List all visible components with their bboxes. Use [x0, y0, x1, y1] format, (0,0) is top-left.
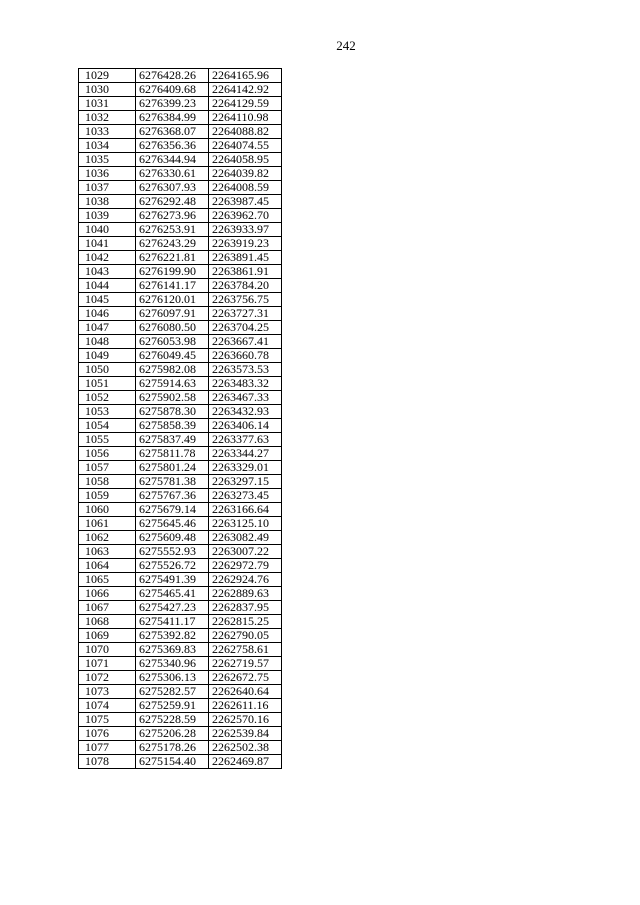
table-row — [79, 615, 282, 629]
y-coordinate-cell: 2264165.96 — [209, 69, 282, 83]
y-coordinate-cell: 2262972.79 — [209, 559, 282, 573]
x-coordinate-cell: 6275154.40 — [136, 755, 209, 769]
x-coordinate-cell: 6276409.68 — [136, 83, 209, 97]
table-row — [79, 517, 282, 531]
point-number-cell: 1064 — [79, 559, 136, 573]
y-coordinate-cell: 2262539.84 — [209, 727, 282, 741]
table-row — [79, 251, 282, 265]
table-row — [79, 223, 282, 237]
x-coordinate-cell: 6276243.29 — [136, 237, 209, 251]
table-row — [79, 125, 282, 139]
x-coordinate-cell: 6276356.36 — [136, 139, 209, 153]
x-coordinate-cell: 6276053.98 — [136, 335, 209, 349]
table-row — [79, 447, 282, 461]
table-row — [79, 377, 282, 391]
y-coordinate-cell: 2263784.20 — [209, 279, 282, 293]
x-coordinate-cell: 6275767.36 — [136, 489, 209, 503]
point-number-cell: 1067 — [79, 601, 136, 615]
point-number-cell: 1078 — [79, 755, 136, 769]
x-coordinate-cell: 6275552.93 — [136, 545, 209, 559]
table-row — [79, 657, 282, 671]
point-number-cell: 1076 — [79, 727, 136, 741]
point-number-cell: 1073 — [79, 685, 136, 699]
y-coordinate-cell: 2262611.16 — [209, 699, 282, 713]
y-coordinate-cell: 2262815.25 — [209, 615, 282, 629]
point-number-cell: 1039 — [79, 209, 136, 223]
table-row — [79, 545, 282, 559]
x-coordinate-cell: 6276273.96 — [136, 209, 209, 223]
point-number-cell: 1053 — [79, 405, 136, 419]
table-row — [79, 699, 282, 713]
point-number-cell: 1051 — [79, 377, 136, 391]
y-coordinate-cell: 2264058.95 — [209, 153, 282, 167]
table-row — [79, 559, 282, 573]
table-row — [79, 755, 282, 769]
y-coordinate-cell: 2262837.95 — [209, 601, 282, 615]
y-coordinate-cell: 2264088.82 — [209, 125, 282, 139]
point-number-cell: 1043 — [79, 265, 136, 279]
table-row — [79, 237, 282, 251]
y-coordinate-cell: 2263467.33 — [209, 391, 282, 405]
point-number-cell: 1048 — [79, 335, 136, 349]
point-number-cell: 1036 — [79, 167, 136, 181]
point-number-cell: 1038 — [79, 195, 136, 209]
y-coordinate-cell: 2263667.41 — [209, 335, 282, 349]
table-row — [79, 167, 282, 181]
table-row — [79, 475, 282, 489]
x-coordinate-cell: 6276428.26 — [136, 69, 209, 83]
y-coordinate-cell: 2263756.75 — [209, 293, 282, 307]
x-coordinate-cell: 6276120.01 — [136, 293, 209, 307]
y-coordinate-cell: 2263166.64 — [209, 503, 282, 517]
y-coordinate-cell: 2262640.64 — [209, 685, 282, 699]
point-number-cell: 1037 — [79, 181, 136, 195]
x-coordinate-cell: 6275465.41 — [136, 587, 209, 601]
y-coordinate-cell: 2262758.61 — [209, 643, 282, 657]
y-coordinate-cell: 2262924.76 — [209, 573, 282, 587]
y-coordinate-cell: 2262469.87 — [209, 755, 282, 769]
x-coordinate-cell: 6275878.30 — [136, 405, 209, 419]
x-coordinate-cell: 6275491.39 — [136, 573, 209, 587]
table-row — [79, 573, 282, 587]
x-coordinate-cell: 6276141.17 — [136, 279, 209, 293]
table-row — [79, 405, 282, 419]
y-coordinate-cell: 2262719.57 — [209, 657, 282, 671]
y-coordinate-cell: 2262672.75 — [209, 671, 282, 685]
x-coordinate-cell: 6275340.96 — [136, 657, 209, 671]
table-row — [79, 69, 282, 83]
table-row — [79, 587, 282, 601]
point-number-cell: 1059 — [79, 489, 136, 503]
point-number-cell: 1066 — [79, 587, 136, 601]
x-coordinate-cell: 6276330.61 — [136, 167, 209, 181]
x-coordinate-cell: 6275282.57 — [136, 685, 209, 699]
x-coordinate-cell: 6276221.81 — [136, 251, 209, 265]
point-number-cell: 1034 — [79, 139, 136, 153]
x-coordinate-cell: 6275609.48 — [136, 531, 209, 545]
table-row — [79, 349, 282, 363]
x-coordinate-cell: 6275781.38 — [136, 475, 209, 489]
x-coordinate-cell: 6275369.83 — [136, 643, 209, 657]
y-coordinate-cell: 2263727.31 — [209, 307, 282, 321]
x-coordinate-cell: 6275228.59 — [136, 713, 209, 727]
x-coordinate-cell: 6276344.94 — [136, 153, 209, 167]
table-row — [79, 265, 282, 279]
point-number-cell: 1032 — [79, 111, 136, 125]
y-coordinate-cell: 2263962.70 — [209, 209, 282, 223]
y-coordinate-cell: 2263704.25 — [209, 321, 282, 335]
y-coordinate-cell: 2263406.14 — [209, 419, 282, 433]
y-coordinate-cell: 2263297.15 — [209, 475, 282, 489]
point-number-cell: 1044 — [79, 279, 136, 293]
y-coordinate-cell: 2262570.16 — [209, 713, 282, 727]
y-coordinate-cell: 2263082.49 — [209, 531, 282, 545]
x-coordinate-cell: 6276292.48 — [136, 195, 209, 209]
point-number-cell: 1055 — [79, 433, 136, 447]
table-row — [79, 433, 282, 447]
table-row — [79, 279, 282, 293]
point-number-cell: 1046 — [79, 307, 136, 321]
point-number-cell: 1063 — [79, 545, 136, 559]
y-coordinate-cell: 2264074.55 — [209, 139, 282, 153]
x-coordinate-cell: 6275427.23 — [136, 601, 209, 615]
y-coordinate-cell: 2263377.63 — [209, 433, 282, 447]
table-row — [79, 181, 282, 195]
table-row — [79, 335, 282, 349]
y-coordinate-cell: 2263125.10 — [209, 517, 282, 531]
point-number-cell: 1042 — [79, 251, 136, 265]
y-coordinate-cell: 2263007.22 — [209, 545, 282, 559]
point-number-cell: 1065 — [79, 573, 136, 587]
table-row — [79, 139, 282, 153]
table-row — [79, 307, 282, 321]
table-row — [79, 461, 282, 475]
y-coordinate-cell: 2264110.98 — [209, 111, 282, 125]
table-row — [79, 629, 282, 643]
point-number-cell: 1052 — [79, 391, 136, 405]
x-coordinate-cell: 6275914.63 — [136, 377, 209, 391]
y-coordinate-cell: 2263919.23 — [209, 237, 282, 251]
point-number-cell: 1077 — [79, 741, 136, 755]
y-coordinate-cell: 2263432.93 — [209, 405, 282, 419]
page-number: 242 — [336, 38, 356, 53]
y-coordinate-cell: 2263344.27 — [209, 447, 282, 461]
table-row — [79, 111, 282, 125]
x-coordinate-cell: 6275858.39 — [136, 419, 209, 433]
point-number-cell: 1030 — [79, 83, 136, 97]
point-number-cell: 1058 — [79, 475, 136, 489]
table-row — [79, 713, 282, 727]
x-coordinate-cell: 6276253.91 — [136, 223, 209, 237]
point-number-cell: 1062 — [79, 531, 136, 545]
x-coordinate-cell: 6276080.50 — [136, 321, 209, 335]
table-row — [79, 727, 282, 741]
point-number-cell: 1029 — [79, 69, 136, 83]
x-coordinate-cell: 6275178.26 — [136, 741, 209, 755]
point-number-cell: 1031 — [79, 97, 136, 111]
point-number-cell: 1033 — [79, 125, 136, 139]
y-coordinate-cell: 2263660.78 — [209, 349, 282, 363]
x-coordinate-cell: 6275679.14 — [136, 503, 209, 517]
coordinates-table — [78, 68, 282, 769]
x-coordinate-cell: 6275801.24 — [136, 461, 209, 475]
point-number-cell: 1041 — [79, 237, 136, 251]
point-number-cell: 1045 — [79, 293, 136, 307]
point-number-cell: 1069 — [79, 629, 136, 643]
x-coordinate-cell: 6275411.17 — [136, 615, 209, 629]
y-coordinate-cell: 2263987.45 — [209, 195, 282, 209]
x-coordinate-cell: 6275526.72 — [136, 559, 209, 573]
table-row — [79, 83, 282, 97]
x-coordinate-cell: 6276049.45 — [136, 349, 209, 363]
point-number-cell: 1047 — [79, 321, 136, 335]
x-coordinate-cell: 6275306.13 — [136, 671, 209, 685]
y-coordinate-cell: 2263573.53 — [209, 363, 282, 377]
point-number-cell: 1068 — [79, 615, 136, 629]
x-coordinate-cell: 6276199.90 — [136, 265, 209, 279]
y-coordinate-cell: 2263483.32 — [209, 377, 282, 391]
table-row — [79, 97, 282, 111]
point-number-cell: 1050 — [79, 363, 136, 377]
x-coordinate-cell: 6275811.78 — [136, 447, 209, 461]
x-coordinate-cell: 6275982.08 — [136, 363, 209, 377]
y-coordinate-cell: 2262790.05 — [209, 629, 282, 643]
y-coordinate-cell: 2263329.01 — [209, 461, 282, 475]
x-coordinate-cell: 6276384.99 — [136, 111, 209, 125]
point-number-cell: 1072 — [79, 671, 136, 685]
x-coordinate-cell: 6275392.82 — [136, 629, 209, 643]
x-coordinate-cell: 6275259.91 — [136, 699, 209, 713]
x-coordinate-cell: 6276399.23 — [136, 97, 209, 111]
y-coordinate-cell: 2264142.92 — [209, 83, 282, 97]
table-row — [79, 209, 282, 223]
x-coordinate-cell: 6276097.91 — [136, 307, 209, 321]
y-coordinate-cell: 2264039.82 — [209, 167, 282, 181]
y-coordinate-cell: 2264008.59 — [209, 181, 282, 195]
point-number-cell: 1056 — [79, 447, 136, 461]
y-coordinate-cell: 2264129.59 — [209, 97, 282, 111]
point-number-cell: 1075 — [79, 713, 136, 727]
x-coordinate-cell: 6276307.93 — [136, 181, 209, 195]
y-coordinate-cell: 2263273.45 — [209, 489, 282, 503]
y-coordinate-cell: 2263933.97 — [209, 223, 282, 237]
point-number-cell: 1035 — [79, 153, 136, 167]
y-coordinate-cell: 2263861.91 — [209, 265, 282, 279]
y-coordinate-cell: 2263891.45 — [209, 251, 282, 265]
point-number-cell: 1070 — [79, 643, 136, 657]
table-row — [79, 321, 282, 335]
table-row — [79, 643, 282, 657]
point-number-cell: 1057 — [79, 461, 136, 475]
table-row — [79, 489, 282, 503]
x-coordinate-cell: 6276368.07 — [136, 125, 209, 139]
table-row — [79, 419, 282, 433]
x-coordinate-cell: 6275837.49 — [136, 433, 209, 447]
table-row — [79, 153, 282, 167]
table-row — [79, 503, 282, 517]
point-number-cell: 1060 — [79, 503, 136, 517]
y-coordinate-cell: 2262502.38 — [209, 741, 282, 755]
table-row — [79, 531, 282, 545]
x-coordinate-cell: 6275902.58 — [136, 391, 209, 405]
point-number-cell: 1040 — [79, 223, 136, 237]
table-row — [79, 363, 282, 377]
point-number-cell: 1054 — [79, 419, 136, 433]
table-row — [79, 293, 282, 307]
point-number-cell: 1074 — [79, 699, 136, 713]
x-coordinate-cell: 6275206.28 — [136, 727, 209, 741]
table-row — [79, 195, 282, 209]
point-number-cell: 1071 — [79, 657, 136, 671]
x-coordinate-cell: 6275645.46 — [136, 517, 209, 531]
table-row — [79, 671, 282, 685]
table-row — [79, 741, 282, 755]
y-coordinate-cell: 2262889.63 — [209, 587, 282, 601]
table-row — [79, 391, 282, 405]
table-row — [79, 685, 282, 699]
point-number-cell: 1061 — [79, 517, 136, 531]
point-number-cell: 1049 — [79, 349, 136, 363]
table-row — [79, 601, 282, 615]
coordinates-table-body — [79, 69, 282, 769]
